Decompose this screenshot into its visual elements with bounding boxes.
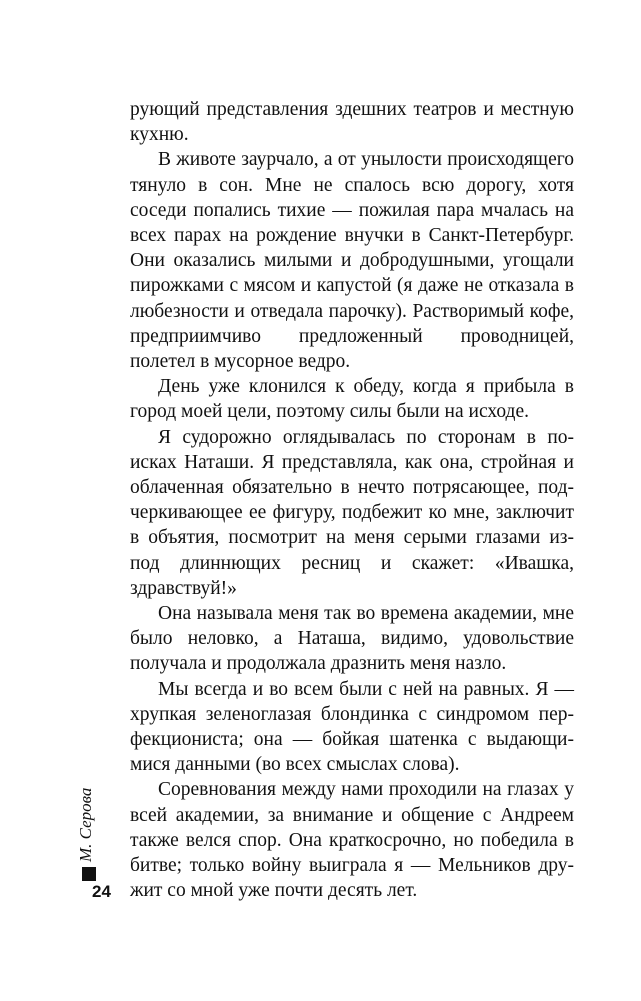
paragraph: Соревнования между нами проходили на глазах у всей академии, за внимание и общение с Андреем также велся спор. Она краткосрочно, но победила в битве; только войну выиграла я — Мельников дружит со мной уже почти десять лет. [130, 779, 574, 902]
paragraph: В животе заурчало, а от унылости происходящего тянуло в сон. Мне не спалось всю дорогу, хотя соседи попались тихие — пожилая пара мчалась на всех парах на рождение внучки в Санкт-Петербург. Они оказались милыми и добродушными, угощали пирожками с мясом и капустой (я даже не отказала в любезности и отведала парочку). Растворимый кофе, предприимчиво предложенный проводницей, полетел в мусорное ведро. [130, 149, 574, 373]
body-text [130, 97, 574, 904]
running-head-author: М. Серова [76, 787, 95, 862]
paragraph: Я судорожно оглядывалась по сторонам в поисках Наташи. Я представляла, как она, стройная и облаченная обязательно в нечто потрясающее, подчеркивающее ее фигуру, подбежит ко мне, заключит в объятия, посмотрит на меня серыми глазами из-под длиннющих ресниц и скажет: «Ивашка, здравствуй!» [130, 426, 574, 599]
paragraph: Мы всегда и во всем были с ней на равных. Я — хрупкая зеленоглазая блондинка с синдромом перфекциониста; она — бойкая шатенка с выдающимися данными (во всех смыслах слова). [130, 678, 574, 776]
paragraph-continued: рующий представления здешних театров и местную кухню. [130, 99, 574, 146]
page-number: 24 [92, 882, 111, 901]
paragraph: Она называла меня так во времена академии, мне было неловко, а Наташа, видимо, удовольствие получала и продолжала дразнить меня назло. [130, 603, 574, 675]
paragraph: День уже клонился к обеду, когда я прибыла в город моей цели, поэтому силы были на исходе. [130, 376, 574, 423]
running-head-square-marker [82, 867, 96, 881]
